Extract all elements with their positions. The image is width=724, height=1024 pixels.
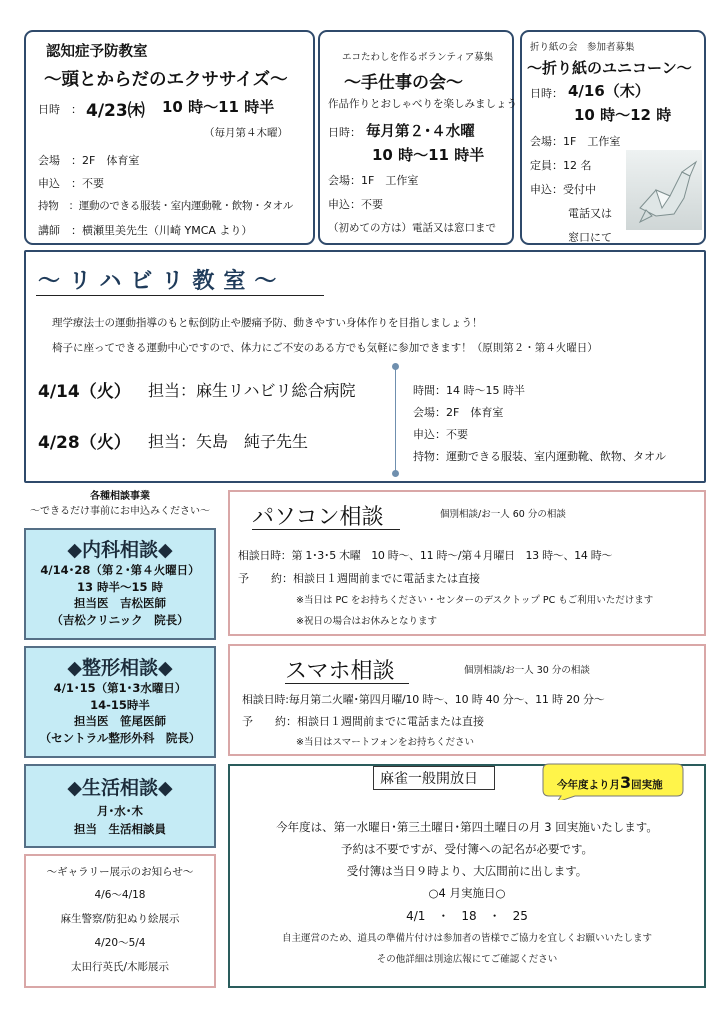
rehab-session-1-staff: 担当：麻生リハビリ総合病院 xyxy=(148,381,356,400)
handcraft-date-time: 10 時～11 時半 xyxy=(372,146,485,164)
origami-apply3: 窓口にて xyxy=(568,231,612,244)
pc-consult-box xyxy=(228,490,706,636)
gallery-title: ～ギャラリー展示のお知らせ～ xyxy=(46,866,194,878)
dementia-date-day: 4/23㈭ xyxy=(86,101,145,121)
rehab-divider-dot-top xyxy=(392,363,399,370)
origami-capacity: 定員：12 名 xyxy=(530,159,592,172)
ortho-line-4: （セントラル整形外科 院長） xyxy=(39,730,201,745)
origami-title: ～折り紙のユニコーン～ xyxy=(527,59,692,77)
gallery-box xyxy=(24,854,216,988)
rehab-items: 持物：運動できる服装、室内運動靴、飲物、タオル xyxy=(413,450,666,463)
handcraft-box xyxy=(318,30,517,245)
mahjong-line-3: 受付簿は当日９時より、大広間前に出します。 xyxy=(346,864,588,878)
origami-sub: 折り紙の会 参加者募集 xyxy=(530,42,635,53)
handcraft-date-day: 毎月第２･４水曜 xyxy=(366,124,475,140)
mahjong-line-7: その他詳細は別途広報にてご確認ください xyxy=(376,954,558,965)
life-line-2: 担当 生活相談員 xyxy=(74,822,166,836)
pc-note: 個別相談/お一人 60 分の相談 xyxy=(440,509,566,520)
dementia-date-label: 日時 ： xyxy=(38,103,82,116)
origami-date-label: 日時： xyxy=(530,87,563,100)
sp-reservation: 予 約：相談日１週間前までに電話または直接 xyxy=(242,715,484,728)
ortho-line-2: 14-15時半 xyxy=(90,697,150,712)
mahjong-line-1: 今年度は、第一水曜日･第三土曜日･第四土曜日の月 3 回実施いたします。 xyxy=(276,820,658,834)
mahjong-line-2: 予約は不要ですが、受付簿への記名が必要です。 xyxy=(340,842,594,856)
origami-box xyxy=(520,30,706,245)
mahjong-body xyxy=(230,816,704,970)
life-title: ◆生活相談◆ xyxy=(67,777,173,799)
smartphone-consult-box xyxy=(228,644,706,756)
handcraft-desc: 作品作りとおしゃべりを楽しみましょう xyxy=(328,98,517,110)
rehab-apply: 申込：不要 xyxy=(413,428,468,441)
rehab-title-underline xyxy=(36,295,324,296)
mahjong-title-frame xyxy=(373,766,495,790)
gallery-item-3: 4/20～5/4 xyxy=(94,937,146,949)
dementia-title: ～頭とからだのエクササイズ～ xyxy=(44,70,288,90)
rehab-divider-dot-bottom xyxy=(392,470,399,477)
pc-note-2: ※祝日の場合はお休みとなります xyxy=(296,616,437,627)
life-consult-box xyxy=(24,764,216,848)
handcraft-title: ～手仕事の会～ xyxy=(344,73,463,93)
pc-title-underline xyxy=(252,529,400,530)
internal-title: ◆内科相談◆ xyxy=(67,539,173,561)
mahjong-badge-num: 3 xyxy=(620,773,632,792)
dementia-date-note: （毎月第４木曜） xyxy=(204,127,288,139)
ortho-line-1: 4/1･15（第1･3水曜日） xyxy=(53,681,187,695)
pc-reservation: 予 約：相談日１週間前までに電話または直接 xyxy=(238,572,480,585)
origami-date-time: 10 時～12 時 xyxy=(574,106,672,124)
mahjong-line-6: 自主運営のため、道具の準備片付けは参加者の皆様でご協力を宜しくお願いいたします xyxy=(281,933,653,944)
handcraft-apply: 申込：不要 xyxy=(328,198,383,211)
mahjong-box xyxy=(228,764,706,988)
dementia-apply: 申込 ：不要 xyxy=(38,177,104,190)
rehab-session-2-date: 4/28（火） xyxy=(38,433,131,453)
mahjong-dates: 4/1 ・ 18 ・ 25 xyxy=(406,909,528,923)
orthopedic-box xyxy=(24,646,216,758)
rehab-desc-2: 椅子に座ってできる運動中心ですので、体力にご不安のある方でも気軽に参加できます！（原則第２・第４火曜日） xyxy=(52,342,598,354)
handcraft-sub: エコたわしを作るボランティア募集 xyxy=(342,52,494,63)
sp-note-1: ※当日はスマートフォンをお持ちください xyxy=(296,737,475,748)
dementia-prevention-box xyxy=(24,30,315,245)
handcraft-note: （初めての方は）電話又は窓口まで xyxy=(328,222,496,234)
handcraft-date-label: 日時： xyxy=(328,126,361,139)
dementia-date-time: 10 時～11 時半 xyxy=(162,98,275,116)
origami-apply: 申込：受付中 xyxy=(530,183,596,196)
dementia-venue: 会場 ：2F 体育室 xyxy=(38,154,140,167)
pc-title: パソコン相談 xyxy=(252,505,384,530)
origami-unicorn-photo xyxy=(626,150,702,230)
gallery-item-4: 太田行英氏/木彫展示 xyxy=(70,961,170,973)
rehab-title: ～リハビリ教室～ xyxy=(38,269,286,294)
handcraft-venue: 会場：1F 工作室 xyxy=(328,174,419,187)
rehab-desc-1: 理学療法士の運動指導のもと転倒防止や腰痛予防、動きやすい身体作りを目指しましょう！ xyxy=(52,317,483,329)
consult-title: 各種相談事業 xyxy=(90,491,150,502)
rehab-divider xyxy=(395,366,396,474)
mahjong-title: 麻雀一般開放日 xyxy=(380,771,478,787)
internal-line-1: 4/14･28（第２･第４火曜日） xyxy=(40,563,200,577)
rehab-venue: 会場：2F 体育室 xyxy=(413,406,504,419)
internal-medicine-box xyxy=(24,528,216,640)
sp-note: 個別相談/お一人 30 分の相談 xyxy=(464,665,590,676)
gallery-item-2: 麻生警察/防犯ぬり絵展示 xyxy=(60,913,180,925)
pc-note-1: ※当日は PC をお持ちください・センターのデスクトップ PC もご利用いただけます xyxy=(296,595,654,606)
dementia-heading: 認知症予防教室 xyxy=(46,44,148,60)
rehab-session-2-staff: 担当：矢島 純子先生 xyxy=(148,432,309,451)
rehab-box xyxy=(24,250,706,483)
ortho-title: ◆整形相談◆ xyxy=(67,657,173,679)
rehab-session-1-date: 4/14（火） xyxy=(38,382,131,402)
mahjong-badge-post: 回実施 xyxy=(631,779,663,791)
ortho-line-3: 担当医 笹尾医師 xyxy=(74,714,166,728)
pc-date: 相談日時：第 1･3･5 木曜 10 時～、11 時～/第４月曜日 13 時～、14 時～ xyxy=(238,549,613,562)
sp-date: 相談日時:毎月第二火曜･第四月曜/10 時～、10 時 40 分～、11 時 20 分～ xyxy=(242,693,605,706)
origami-apply2: 電話又は xyxy=(568,207,612,220)
gallery-item-1: 4/6～4/18 xyxy=(94,889,146,901)
life-line-1: 月･水･木 xyxy=(97,804,143,818)
origami-venue: 会場：1F 工作室 xyxy=(530,135,621,148)
consult-header xyxy=(24,490,216,526)
sp-title: スマホ相談 xyxy=(285,659,395,684)
mahjong-badge-pre: 今年度より月 xyxy=(557,779,620,791)
mahjong-line-4: ○4 月実施日○ xyxy=(428,886,506,900)
internal-line-4: （吉松クリニック 院長） xyxy=(51,612,189,627)
consult-sub: ～できるだけ事前にお申込みください～ xyxy=(30,506,210,517)
rehab-time: 時間：14 時～15 時半 xyxy=(413,384,525,397)
mahjong-badge xyxy=(535,760,685,800)
internal-line-2: 13 時半～15 時 xyxy=(76,579,163,594)
sp-title-underline xyxy=(285,683,409,684)
origami-date-day: 4/16（木） xyxy=(568,82,650,100)
dementia-items: 持物 ：運動のできる服装・室内運動靴・飲物・タオル xyxy=(38,200,293,212)
internal-line-3: 担当医 吉松医師 xyxy=(74,596,166,610)
dementia-teacher: 講師 ：横瀬里美先生（川崎 YMCA より） xyxy=(38,224,253,237)
